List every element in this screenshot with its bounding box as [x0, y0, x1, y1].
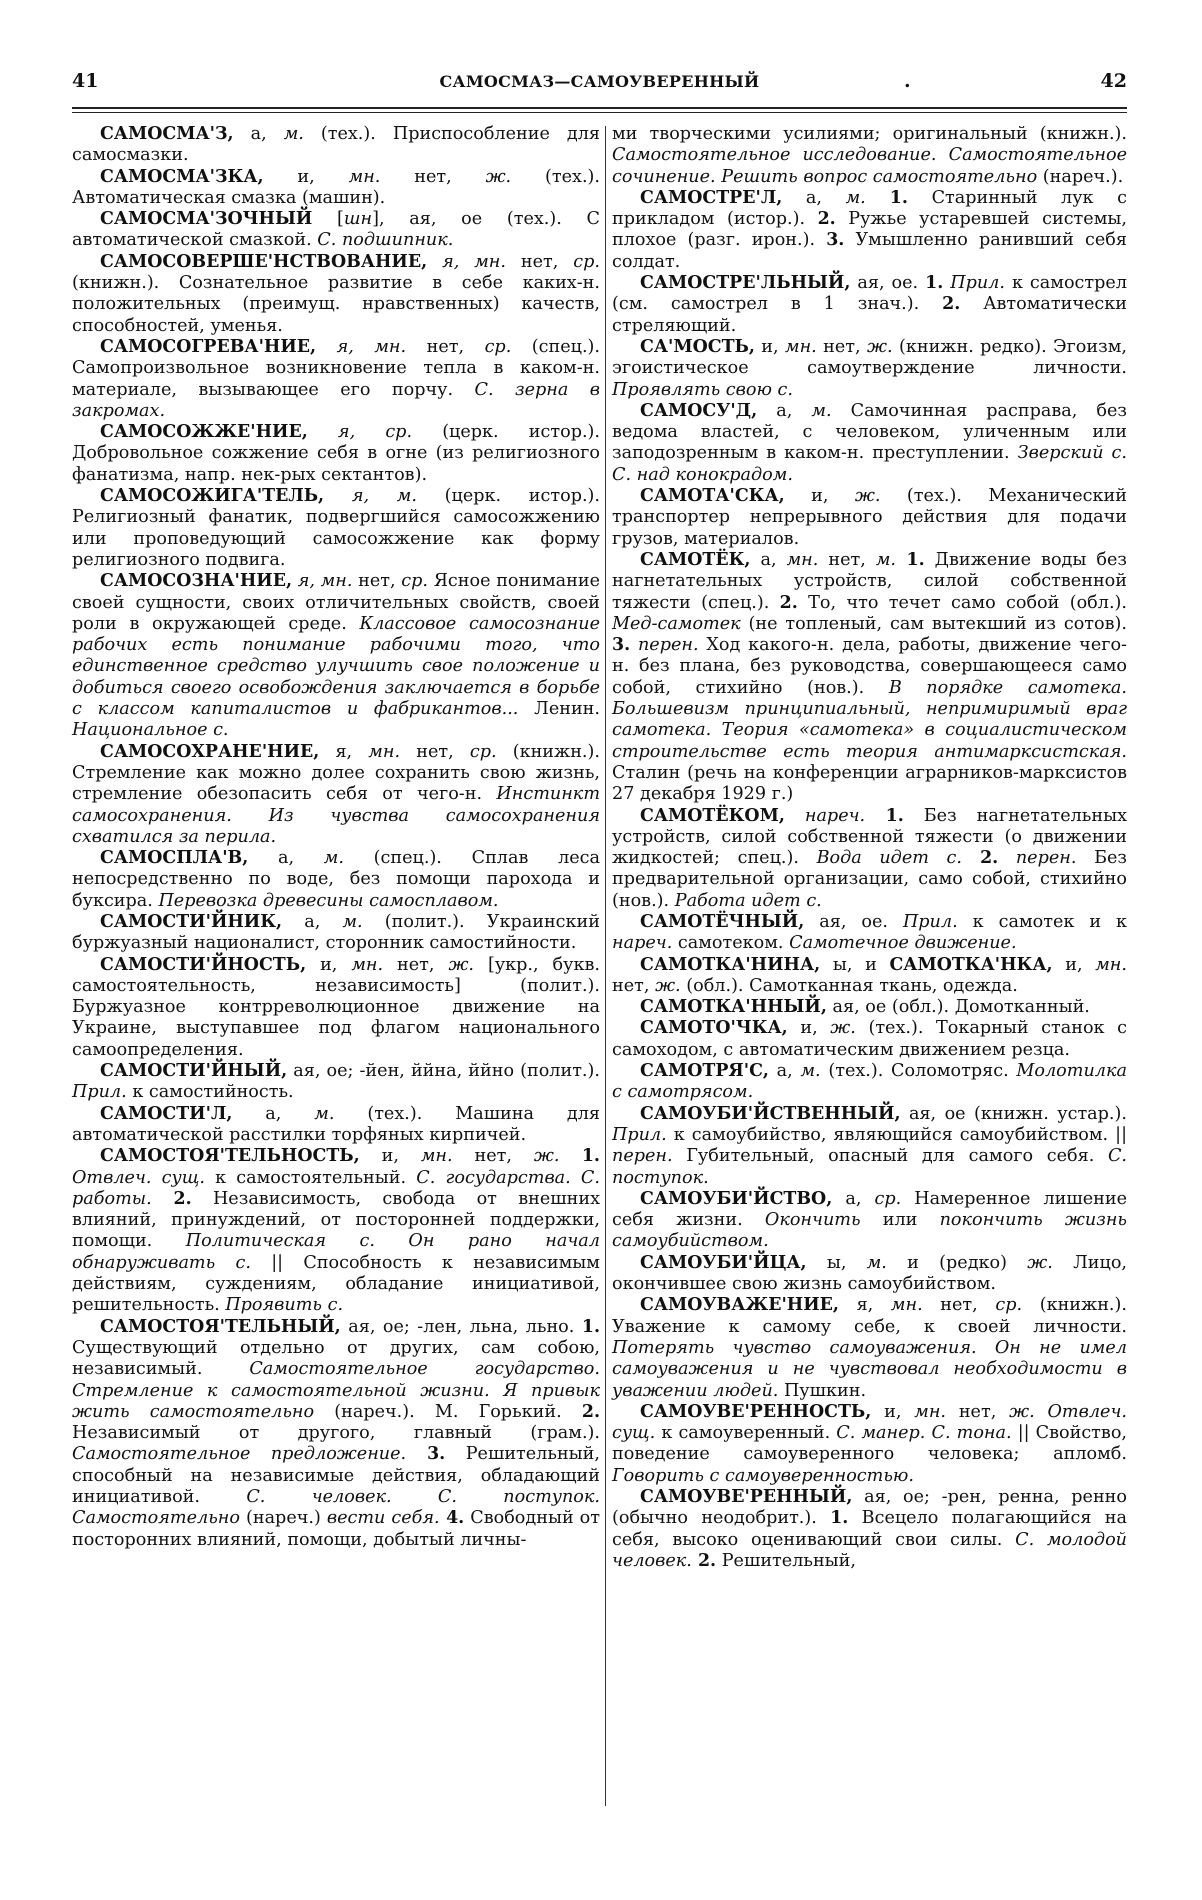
- italic-text: м.: [323, 848, 344, 869]
- italic-text: мн.: [785, 336, 817, 357]
- headword: САМОСУ'Д,: [640, 400, 758, 421]
- italic-text: Зверский с. С. над конокрадом.: [612, 443, 1127, 485]
- italic-text: Прил.: [612, 1124, 667, 1145]
- entry-text: и,: [263, 166, 349, 187]
- italic-text: м.: [811, 400, 832, 421]
- italic-text: нареч.: [784, 805, 866, 826]
- column-divider: [605, 126, 606, 1806]
- entry-text: (книжн. редко). Эгоизм, эгоистическое самоутверждение личности.: [612, 336, 1127, 379]
- entry-text: Пушкин.: [778, 1380, 867, 1401]
- italic-text: ср.: [469, 741, 497, 762]
- headword: САМОСТОЯ'ТЕЛЬНОСТЬ,: [100, 1146, 360, 1167]
- entry-text: ая, ое; -лен, льна, льно.: [340, 1316, 582, 1337]
- page-header: [72, 70, 1127, 100]
- italic-text: ср.: [874, 1188, 902, 1209]
- entry-text: и,: [871, 1401, 915, 1422]
- entry-text: (тех.). Машина для автоматической расстилки торфяных кирпичей.: [72, 1103, 600, 1145]
- entry-text: и (редко): [886, 1252, 1028, 1273]
- entry-text: нет,: [400, 741, 470, 762]
- entry-text: Свободный от посторонних влияний, помощи, добытый личны-: [72, 1508, 600, 1550]
- headword: 2.: [779, 592, 798, 613]
- dictionary-entry: [72, 955, 600, 1061]
- entry-text: нет,: [946, 1401, 1010, 1422]
- italic-text: покончить жизнь самоубийством.: [612, 1210, 1127, 1252]
- headword: 2.: [817, 209, 836, 230]
- headword: 2.: [691, 1550, 717, 1571]
- italic-text: мн.: [351, 954, 384, 975]
- headword: 2.: [942, 294, 961, 315]
- entry-text: (тех.). Соломотряс.: [820, 1061, 1017, 1082]
- headword: САМОТА'СКА,: [640, 486, 785, 507]
- entry-text: ы, и: [820, 954, 890, 975]
- headword: САМОСТРЕ'Л,: [640, 187, 783, 208]
- dictionary-entry: [612, 188, 1127, 273]
- entry-text: Ход какого-н. дела, работы, движение чего-н. без плана, без руководства, совершающееся само собой, стихийно (нов.).: [612, 635, 1127, 698]
- headword: САМОСМА'З,: [100, 124, 234, 144]
- entry-text: ая, ое (обл.). Домотканный.: [826, 997, 1090, 1018]
- entry-text: (нареч.).: [1037, 166, 1124, 187]
- headword: 2.: [962, 848, 999, 869]
- headword: 1.: [581, 1316, 600, 1337]
- entry-text: нет,: [380, 166, 486, 187]
- dictionary-entry: [612, 1189, 1127, 1253]
- headword: САМОУБИ'ЙЦА,: [640, 1252, 807, 1273]
- italic-text: м.: [845, 187, 866, 208]
- entry-text: ая, ое; -рен, ренна, ренно (обычно неодобрит.).: [612, 1487, 1127, 1529]
- entry-text: нет,: [505, 251, 574, 272]
- entry-text: (книжн.). Стремление как можно долее сохранить свою жизнь, стремление обезопасить себя от чего-н.: [72, 741, 600, 805]
- headword: САМОТКА'ННЫЙ,: [640, 997, 827, 1018]
- entry-text: (спец.). Самопроизвольное возникновение тепла в каком-н. материале, вызывающее его порчу.: [72, 336, 601, 400]
- dictionary-entry: [612, 1018, 1127, 1061]
- entry-text: нет,: [922, 1295, 996, 1316]
- italic-text: Прил.: [72, 1082, 127, 1103]
- italic-text: Самотечное движение.: [789, 933, 1017, 954]
- entry-text: к самотек и к: [957, 911, 1127, 932]
- italic-text: я, мн.: [316, 336, 407, 357]
- headword: САМОТО'ЧКА,: [640, 1018, 788, 1039]
- italic-text: Проявлять свою с.: [612, 379, 794, 400]
- italic-text: м.: [866, 1252, 887, 1273]
- italic-text: Самостоятельное предложение.: [72, 1444, 407, 1465]
- italic-text: ж.: [485, 166, 512, 187]
- headword: 1.: [896, 549, 925, 570]
- entry-text: Намеренное лишение себя жизни.: [612, 1188, 1127, 1231]
- italic-text: нареч.: [612, 933, 673, 954]
- entry-text: ая, ое.: [804, 911, 903, 932]
- headword: САМОСОЖИГА'ТЕЛЬ,: [100, 486, 325, 507]
- entry-text: Решительный, способный на независимые действия, обладающий инициативой.: [72, 1444, 600, 1507]
- page-number-left: 41: [72, 70, 99, 92]
- italic-text: Классовое самосознание рабочих есть понимание рабочими того, что единственное средство улучшить свое положение и добиться своего освобождения заключается в борьбе с классом капиталистов и фабрикантов...: [72, 613, 600, 720]
- entry-text: (обл.). Самотканная ткань, одежда.: [680, 975, 1018, 996]
- italic-text: ж.: [533, 1146, 560, 1167]
- entry-text: [укр., букв. самостоятельность, независимость] (полит.). Буржуазное контрреволюционное движение на Украине, выступавшее под флагом национального самоопределения.: [72, 954, 600, 1060]
- dictionary-entry: [72, 1317, 600, 1551]
- entry-text: Губительный, опасный для самого себя.: [672, 1146, 1108, 1167]
- dictionary-entry: [612, 1402, 1127, 1487]
- entry-text: а,: [832, 1188, 875, 1209]
- dictionary-entry: [72, 1146, 600, 1316]
- entry-text: я,: [319, 741, 369, 762]
- headword: 1.: [830, 1508, 849, 1529]
- entry-text: к самострел (см. самострел в 1 знач.).: [612, 273, 1127, 315]
- entry-text: и,: [306, 954, 352, 975]
- dictionary-entry: [612, 1253, 1127, 1296]
- headword: 2.: [581, 1401, 600, 1422]
- headword: САМОТЁК,: [640, 549, 751, 570]
- italic-text: мн.: [890, 1295, 923, 1316]
- entry-text: ая, ое (книжн. устар.).: [900, 1103, 1127, 1124]
- dictionary-entry: [612, 1487, 1127, 1572]
- entry-text: (книжн.). Уважение к самому себе, к своей личности.: [612, 1295, 1127, 1337]
- headword: САМОСТОЯ'ТЕЛЬНЫЙ,: [100, 1316, 341, 1337]
- dictionary-entry: [612, 401, 1127, 486]
- entry-text: ая, ое.: [850, 273, 926, 294]
- entry-text: Движение воды без нагнетательных устройств, силой собственной тяжести (спец.).: [612, 549, 1127, 613]
- dictionary-entry: [72, 337, 600, 422]
- entry-text: Существующий отдельно от других, сам собою, независимый.: [72, 1337, 600, 1380]
- dictionary-entry: [72, 742, 600, 848]
- header-rule-thin: [72, 112, 1127, 113]
- headword: 3.: [612, 635, 631, 656]
- italic-text: Окончить: [764, 1210, 861, 1231]
- entry-text: (нареч.): [239, 1508, 327, 1529]
- entry-text: (церк. истор.). Добровольное сожжение себя в огне (из религиозного фанатизма, напр. нек-рых сектантов).: [72, 422, 601, 485]
- headword: 4.: [439, 1508, 465, 1529]
- dictionary-entry: [612, 273, 1127, 337]
- entry-text: а,: [768, 1061, 801, 1082]
- entry-text: нет,: [406, 336, 485, 357]
- italic-text: м.: [342, 911, 363, 932]
- italic-text: мн.: [368, 741, 401, 762]
- italic-text: Политическая с. Он рано начал обнаруживать с.: [72, 1231, 600, 1273]
- entry-text: а,: [232, 1103, 315, 1124]
- italic-text: Отвлеч. сущ.: [72, 1167, 205, 1188]
- entry-text: нет,: [818, 549, 876, 570]
- headword: САМОСОЖЖЕ'НИЕ,: [100, 422, 308, 443]
- headword: САМОТЁЧНЫЙ,: [640, 911, 805, 932]
- italic-text: ж.: [448, 954, 475, 975]
- italic-text: перен.: [612, 1146, 673, 1167]
- headword: СА'МОСТЬ,: [640, 336, 755, 357]
- headword: САМОСПЛА'В,: [100, 848, 249, 869]
- entry-text: Лицо, окончившее свою жизнь самоубийством.: [612, 1252, 1128, 1295]
- italic-text: я, мн.: [292, 571, 353, 592]
- entry-text: ая, ое; -йен, ййна, ййно (полит.).: [287, 1061, 600, 1082]
- entry-text: а,: [233, 124, 284, 144]
- running-title: САМОСМАЗ—САМОУВЕРЕННЫЙ: [439, 72, 760, 91]
- italic-text: Самостоятельное государство. Стремление к самостоятельной жизни. Я привык жить самостоятельно: [72, 1359, 600, 1422]
- entry-text: нет,: [816, 336, 868, 357]
- italic-text: Говорить с самоуверенностью.: [612, 1465, 914, 1486]
- entry-text: самотеком.: [672, 933, 790, 954]
- italic-text: Потерять чувство самоуважения. Он не имел самоуважения и не чувствовал необходимости в уважении людей.: [612, 1337, 1127, 1401]
- italic-text: С. человек. С. поступок. Самостоятельно: [72, 1487, 600, 1529]
- entry-text: или: [860, 1210, 940, 1231]
- headword: САМОСТИ'ЙНОСТЬ,: [100, 954, 307, 975]
- entry-text: нет,: [383, 954, 449, 975]
- entry-text: а,: [248, 848, 324, 869]
- entry-text: Самочинная расправа, без ведома властей, с человеком, уличенным или заподозренным в каком-н. преступлении.: [612, 400, 1127, 464]
- entry-text: и,: [359, 1146, 421, 1167]
- entry-text: Ружье устаревшей системы, плохое (разг. ирон.).: [612, 209, 1127, 251]
- entry-text: а,: [282, 911, 343, 932]
- entry-text: (тех.). Приспособление для самосмазки.: [72, 124, 600, 166]
- entry-text: (тех.). Автоматическая смазка (машин).: [72, 166, 600, 208]
- headword: САМОСОЗНА'НИЕ,: [100, 571, 293, 592]
- dictionary-entry: [72, 571, 600, 741]
- italic-text: ж.: [830, 1018, 856, 1039]
- entry-text: То, что течет само собой (обл.).: [797, 592, 1127, 613]
- italic-text: Перевозка древесины самосплавом.: [158, 890, 499, 911]
- italic-text: м.: [283, 124, 304, 144]
- dictionary-entry: [612, 912, 1127, 955]
- headword: САМОСМА'ЗОЧНЫЙ: [100, 209, 313, 230]
- entry-text: и,: [1052, 954, 1096, 975]
- dictionary-entry: [72, 124, 600, 167]
- italic-text: Прил.: [902, 911, 958, 932]
- entry-text: нет,: [352, 571, 402, 592]
- header-rule: [72, 107, 1127, 109]
- dictionary-entry: [612, 486, 1127, 550]
- entry-text: к самостоятельный.: [204, 1167, 417, 1188]
- italic-text: С. молодой человек.: [612, 1529, 1127, 1571]
- entry-text: Независимость, свобода от внешних влияний, принуждений, от посторонней поддержки, помощи.: [72, 1188, 600, 1252]
- entry-text: и,: [787, 1018, 831, 1039]
- dictionary-entry: [612, 997, 1127, 1018]
- italic-text: Отвлеч. сущ.: [612, 1401, 1127, 1444]
- entry-text: || Способность к независимым действиям, суждениям, обладание инициативой, решительность.: [72, 1252, 600, 1316]
- entry-text: к самостийность.: [126, 1082, 294, 1103]
- italic-text: С. подшипник.: [317, 230, 454, 251]
- entry-text: Всецело полагающийся на себя, высоко оценивающий свои силы.: [612, 1508, 1127, 1550]
- headword: САМОТКА'НИНА,: [640, 954, 821, 975]
- entry-text: Решительный,: [716, 1550, 856, 1571]
- headword: САМОСТИ'Л,: [100, 1103, 233, 1124]
- italic-text: мн.: [420, 1146, 453, 1167]
- headword: 1.: [559, 1146, 600, 1167]
- dictionary-entry: [72, 422, 600, 486]
- italic-text: я, м.: [324, 486, 417, 507]
- entry-text: ы,: [806, 1252, 867, 1273]
- entry-text: Без предварительной организации, само собой, стихийно (нов.).: [612, 848, 1128, 911]
- entry-text: нет,: [452, 1146, 534, 1167]
- italic-text: мн.: [348, 166, 381, 187]
- entry-text: Ясное понимание своей сущности, своих отличительных свойств, своей роли в окружающей среде.: [72, 571, 601, 634]
- italic-text: С. манер. С. тона.: [836, 1423, 1012, 1444]
- italic-text: мн.: [786, 549, 819, 570]
- header-dot: .: [904, 70, 911, 92]
- entry-text: (полит.). Украинский буржуазный националист, сторонник самостийности.: [72, 911, 600, 954]
- italic-text: ж.: [854, 486, 881, 507]
- italic-text: Инстинкт самосохранения. Из чувства самосохранения схватился за перила.: [72, 784, 600, 847]
- headword: САМОСОГРЕВА'НИЕ,: [100, 336, 317, 357]
- dictionary-entry: [72, 1061, 600, 1104]
- headword: САМОУВАЖЕ'НИЕ,: [640, 1295, 839, 1316]
- entry-text: ми творческими усилиями; оригинальный (книжн.).: [612, 124, 1127, 144]
- dictionary-entry: [72, 848, 600, 912]
- italic-text: м.: [314, 1103, 335, 1124]
- dictionary-entry: [72, 167, 600, 210]
- dictionary-entry: [72, 252, 600, 337]
- italic-text: я, мн.: [427, 251, 506, 272]
- italic-text: перен.: [998, 848, 1077, 869]
- entry-text: я,: [838, 1295, 891, 1316]
- dictionary-entry: [612, 550, 1127, 806]
- page-number-right: 42: [1100, 70, 1127, 92]
- italic-text: ж.: [867, 336, 893, 357]
- right-column: [612, 124, 1127, 1572]
- headword: САМОСОВЕРШЕ'НСТВОВАНИЕ,: [100, 251, 428, 272]
- italic-text: перен.: [630, 635, 699, 656]
- italic-text: Работа идет с.: [674, 890, 822, 911]
- dictionary-entry: [612, 1061, 1127, 1104]
- dictionary-entry: [72, 486, 600, 571]
- entry-text: Автоматически стреляющий.: [612, 294, 1128, 336]
- entry-text: к самоубийство, являющийся самоубийством. ||: [666, 1124, 1127, 1145]
- italic-text: Национальное с.: [72, 720, 229, 741]
- headword: САМОУВЕ'РЕННЫЙ,: [640, 1487, 853, 1507]
- dictionary-entry: [612, 806, 1127, 912]
- entry-text: Ленин.: [518, 699, 601, 720]
- italic-text: С. зерна в закромах.: [72, 379, 600, 421]
- entry-text: Сталин (речь на конференции аграрников-марксистов 27 декабря 1929 г.): [612, 762, 1127, 805]
- entry-text: (тех.). Механический транспортер непрерывного действия для подачи грузов, материалов.: [612, 486, 1127, 549]
- italic-text: С. государства. С. работы.: [72, 1167, 600, 1209]
- italic-text: ж.: [655, 975, 681, 996]
- headword: САМОСМА'ЗКА,: [100, 166, 264, 187]
- entry-text: а,: [750, 549, 787, 570]
- entry-text: (спец.). Сплав леса непосредственно по воде, без помощи парохода и буксира.: [72, 848, 600, 911]
- italic-text: ср.: [573, 251, 600, 272]
- entry-text: (книжн.). Сознательное развитие в себе каких-н. положительных (преимущ. нравственных) качеств, способностей, уменья.: [72, 273, 600, 336]
- headword: 2.: [151, 1188, 192, 1209]
- entry-text: и,: [754, 336, 785, 357]
- entry-text: а,: [782, 187, 846, 208]
- headword: 1.: [925, 273, 944, 294]
- entry-text: Старинный лук с прикладом (истор.).: [612, 187, 1127, 230]
- dictionary-entry: [612, 955, 1127, 998]
- entry-text: [: [312, 209, 344, 230]
- entry-text: || Свойство, поведение самоуверенного человека; апломб.: [612, 1423, 1128, 1465]
- italic-text: мн.: [1095, 954, 1127, 975]
- headword: САМОТКА'НКА,: [889, 954, 1053, 975]
- italic-text: Мед-самотек: [612, 613, 741, 634]
- entry-text: а,: [757, 400, 812, 421]
- entry-text: Без нагнетательных устройств, силой собственной тяжести (о движении жидкостей; спец.).: [612, 805, 1128, 869]
- headword: САМОСТИ'ЙНЫЙ,: [100, 1061, 288, 1082]
- italic-text: Прил.: [943, 273, 1005, 294]
- italic-text: Проявить с.: [225, 1295, 344, 1316]
- dictionary-entry: [612, 337, 1127, 401]
- italic-text: м.: [875, 549, 897, 570]
- italic-text: Самостоятельное исследование. Самостоятельное сочинение. Решить вопрос самостоятельно: [612, 145, 1127, 187]
- italic-text: мн.: [914, 1401, 947, 1422]
- headword: САМОТРЯ'С,: [640, 1061, 769, 1082]
- dictionary-entry: [612, 1104, 1127, 1189]
- entry-text: ], ая, ое (тех.). С автоматической смазкой.: [72, 209, 600, 251]
- italic-text: вести себя.: [326, 1508, 440, 1529]
- entry-text: к самоуверенный.: [655, 1423, 837, 1444]
- headword: САМОУБИ'ЙСТВО,: [640, 1188, 833, 1209]
- italic-text: я, ср.: [307, 422, 413, 443]
- italic-text: ж.: [1027, 1252, 1053, 1273]
- italic-text: Вода идет с.: [816, 848, 962, 869]
- dictionary-entry: [612, 124, 1127, 188]
- entry-text: и,: [784, 486, 855, 507]
- entry-text: Независимый от другого, главный (грам.).: [72, 1423, 600, 1444]
- italic-text: ср.: [484, 336, 512, 357]
- headword: 1.: [865, 805, 904, 826]
- entry-text: (церк. истор.). Религиозный фанатик, подвергшийся самосожжению или проповедующий самосожжение как форму религиозного подвига.: [72, 486, 601, 570]
- headword: САМОТЁКОМ,: [640, 805, 785, 826]
- entry-text: Умышленно ранивший себя солдат.: [612, 230, 1127, 272]
- left-column: [72, 124, 600, 1551]
- entry-text: нет,: [612, 975, 656, 996]
- entry-text: (нареч.). М. Горький.: [314, 1401, 582, 1422]
- italic-text: шн: [343, 209, 373, 230]
- italic-text: ж.: [1009, 1401, 1035, 1422]
- entry-text: (не топленый, сам вытекший из сотов).: [740, 613, 1127, 634]
- italic-text: Молотилка с самотрясом.: [612, 1061, 1127, 1103]
- headword: САМОСТИ'ЙНИК,: [100, 911, 283, 932]
- headword: 3.: [406, 1444, 446, 1465]
- italic-text: В порядке самотека. Большевизм принципиальный, непримиримый враг самотека. Теория «самотека» в социалистическом строительстве есть теория антимарксистская.: [612, 677, 1127, 762]
- italic-text: ср.: [995, 1295, 1023, 1316]
- headword: 1.: [865, 187, 908, 208]
- italic-text: ср.: [401, 571, 429, 592]
- italic-text: м.: [800, 1061, 821, 1082]
- dictionary-entry: [72, 912, 600, 955]
- headword: САМОУБИ'ЙСТВЕННЫЙ,: [640, 1103, 901, 1124]
- entry-text: (тех.). Токарный станок с самоходом, с автоматическим движением резца.: [612, 1018, 1127, 1060]
- dictionary-entry: [72, 1104, 600, 1147]
- headword: САМОСТРЕ'ЛЬНЫЙ,: [640, 273, 851, 294]
- headword: САМОУВЕ'РЕННОСТЬ,: [640, 1401, 872, 1422]
- dictionary-entry: [72, 209, 600, 252]
- dictionary-entry: [612, 1295, 1127, 1401]
- italic-text: С. поступок.: [612, 1146, 1127, 1188]
- headword: САМОСОХРАНЕ'НИЕ,: [100, 741, 320, 762]
- headword: 3.: [826, 230, 845, 251]
